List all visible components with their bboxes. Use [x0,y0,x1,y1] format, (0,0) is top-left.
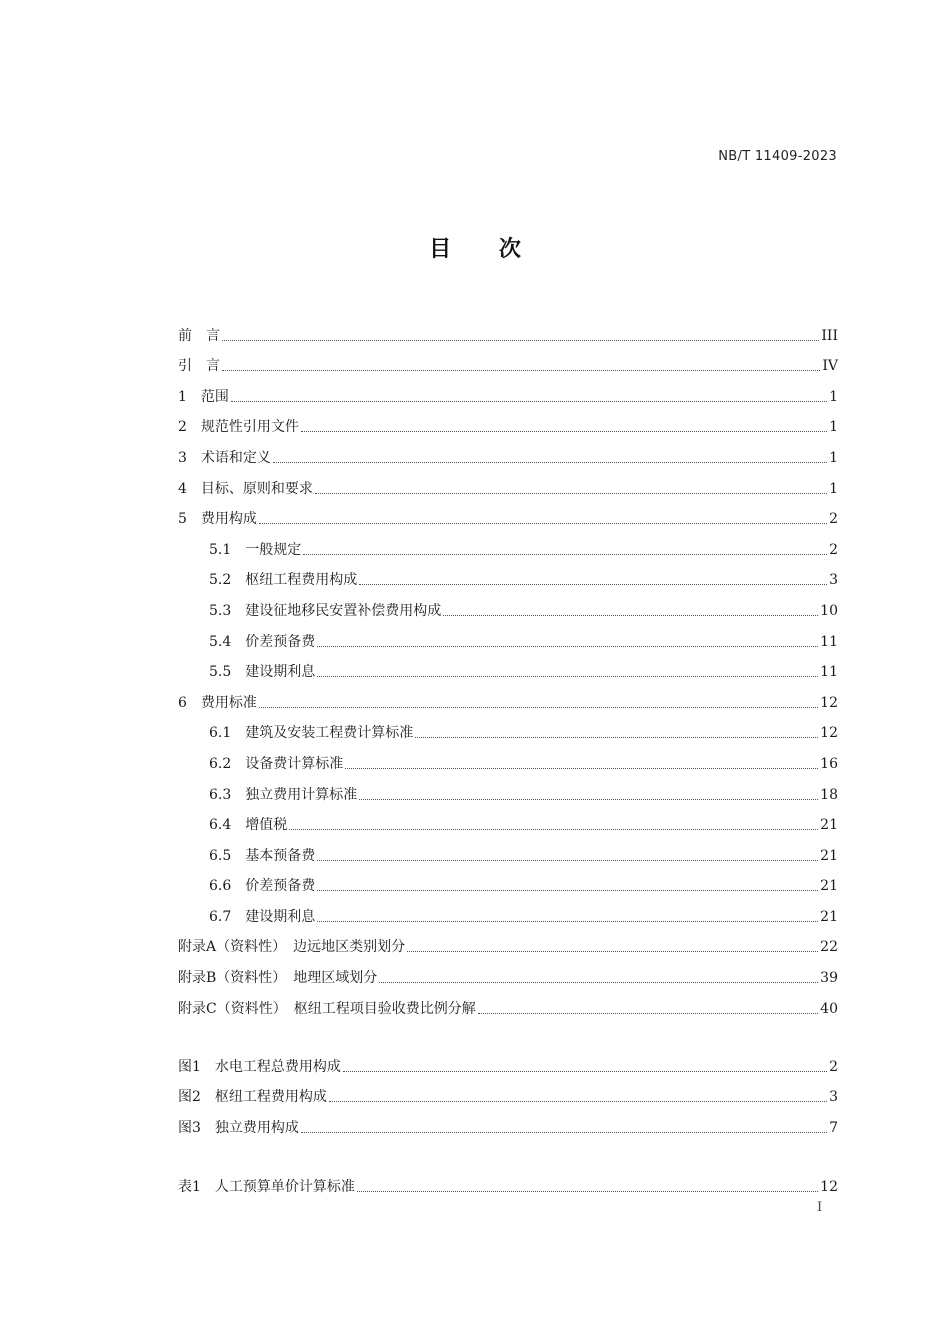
toc-entry-page: 12 [820,725,838,742]
toc-entry[interactable] [178,1106,838,1137]
toc-entry[interactable] [178,1165,838,1196]
toc-figures-list [178,1045,838,1137]
toc-entry[interactable] [178,436,838,467]
toc-entry-label: 5 费用构成 [178,511,257,528]
toc-entry-page: 11 [820,633,838,650]
toc-dot-leader [259,706,818,708]
toc-entry[interactable] [178,498,838,529]
toc-dot-leader [359,583,827,585]
toc-entry-label: 6.3 独立费用计算标准 [209,786,358,803]
toc-dot-leader [317,645,818,647]
toc-entry-page: 21 [820,847,838,864]
toc-entry[interactable] [178,804,838,835]
toc-dot-leader [443,614,818,616]
page-number: I [817,1200,823,1215]
toc-entry-label: 6.6 价差预备费 [209,878,316,895]
toc-entry-label: 6.4 增值税 [209,817,288,834]
toc-entry[interactable] [178,1076,838,1107]
toc-entry-label: 4 目标、原则和要求 [178,480,313,497]
toc-entry[interactable] [178,559,838,590]
toc-entry[interactable] [178,681,838,712]
toc-entry-label: 5.3 建设征地移民安置补偿费用构成 [209,602,442,619]
toc-entry-label: 图2 枢纽工程费用构成 [178,1089,327,1106]
toc-entry-page: III [821,327,838,344]
toc-dot-leader [301,430,827,432]
toc-entry-label: 附录B（资料性） 地理区域划分 [178,970,378,987]
toc-dot-leader [478,1012,818,1014]
toc-entry-label: 5.4 价差预备费 [209,633,316,650]
toc-entry-page: 40 [820,1000,838,1017]
toc-entry-label: 附录C（资料性） 枢纽工程项目验收费比例分解 [178,1000,476,1017]
toc-entry-page: IV [822,358,838,375]
toc-entry-label: 引 言 [178,358,220,375]
toc-entry-label: 1 范围 [178,388,229,405]
toc-entry-page: 22 [820,939,838,956]
toc-entry-label: 5.5 建设期利息 [209,664,316,681]
toc-dot-leader [231,400,827,402]
toc-dot-leader [317,859,818,861]
toc-entry[interactable] [178,467,838,498]
toc-entry-page: 12 [820,1178,838,1195]
toc-dot-leader [222,339,819,341]
document-code: NB/T 11409-2023 [718,149,837,164]
toc-dot-leader [222,369,820,371]
toc-entry[interactable] [178,406,838,437]
toc-dot-leader [317,889,818,891]
toc-dot-leader [273,461,827,463]
toc-entry[interactable] [178,742,838,773]
toc-entry-page: 2 [829,541,838,558]
toc-entry-page: 21 [820,817,838,834]
toc-entry-label: 6.1 建筑及安装工程费计算标准 [209,725,414,742]
toc-entry-label: 2 规范性引用文件 [178,419,299,436]
page-title: 目 次 [429,237,541,262]
toc-entry-page: 1 [829,388,838,405]
toc-entry-label: 3 术语和定义 [178,449,271,466]
toc-dot-leader [317,920,818,922]
toc-entry-label: 6 费用标准 [178,694,257,711]
toc-entry[interactable] [178,620,838,651]
toc-dot-leader [415,736,818,738]
toc-entry[interactable] [178,773,838,804]
toc-entry-page: 1 [829,480,838,497]
toc-dot-leader [407,950,818,952]
toc-entry-page: 2 [829,1058,838,1075]
toc-entry-page: 2 [829,511,838,528]
toc-dot-leader [345,767,818,769]
toc-entry-page: 1 [829,419,838,436]
toc-entry-page: 16 [820,755,838,772]
toc-entry-label: 5.2 枢纽工程费用构成 [209,572,358,589]
toc-entry-page: 39 [820,970,838,987]
toc-entry-label: 5.1 一般规定 [209,541,302,558]
toc-entry[interactable] [178,956,838,987]
toc-entry-label: 表1 人工预算单价计算标准 [178,1178,355,1195]
toc-dot-leader [259,522,827,524]
toc-entry[interactable] [178,865,838,896]
toc-entry-label: 图3 独立费用构成 [178,1119,299,1136]
toc-entry[interactable] [178,345,838,376]
toc-entry-page: 21 [820,908,838,925]
toc-entry-page: 18 [820,786,838,803]
toc-entry-page: 12 [820,694,838,711]
toc-entry-page: 21 [820,878,838,895]
toc-dot-leader [315,492,827,494]
toc-entry[interactable] [178,895,838,926]
toc-entry[interactable] [178,926,838,957]
toc-dot-leader [379,981,818,983]
toc-dot-leader [359,798,818,800]
toc-entry-label: 6.5 基本预备费 [209,847,316,864]
toc-dot-leader [357,1190,818,1192]
toc-entry[interactable] [178,1045,838,1076]
toc-entry[interactable] [178,375,838,406]
toc-entry[interactable] [178,834,838,865]
toc-entry[interactable] [178,528,838,559]
toc-entry-label: 图1 水电工程总费用构成 [178,1058,341,1075]
toc-entry-page: 11 [820,664,838,681]
toc-dot-leader [329,1100,827,1102]
toc-entry[interactable] [178,651,838,682]
toc-entry-page: 1 [829,449,838,466]
toc-entry-page: 3 [829,1089,838,1106]
toc-dot-leader [303,553,827,555]
toc-entry[interactable] [178,314,838,345]
toc-entry[interactable] [178,589,838,620]
toc-entry-label: 6.7 建设期利息 [209,908,316,925]
toc-entry-page: 7 [829,1119,838,1136]
toc-entry-page: 3 [829,572,838,589]
toc-dot-leader [301,1131,827,1133]
toc-entry-label: 附录A（资料性） 边远地区类别划分 [178,939,406,956]
toc-entry-label: 6.2 设备费计算标准 [209,755,344,772]
toc-main-list [178,314,838,1018]
toc-dot-leader [289,828,818,830]
toc-dot-leader [343,1070,827,1072]
toc-tables-list [178,1165,838,1196]
toc-entry-label: 前 言 [178,327,220,344]
toc-entry-page: 10 [820,602,838,619]
toc-entry[interactable] [178,712,838,743]
toc-dot-leader [317,675,818,677]
toc-entry[interactable] [178,987,838,1018]
